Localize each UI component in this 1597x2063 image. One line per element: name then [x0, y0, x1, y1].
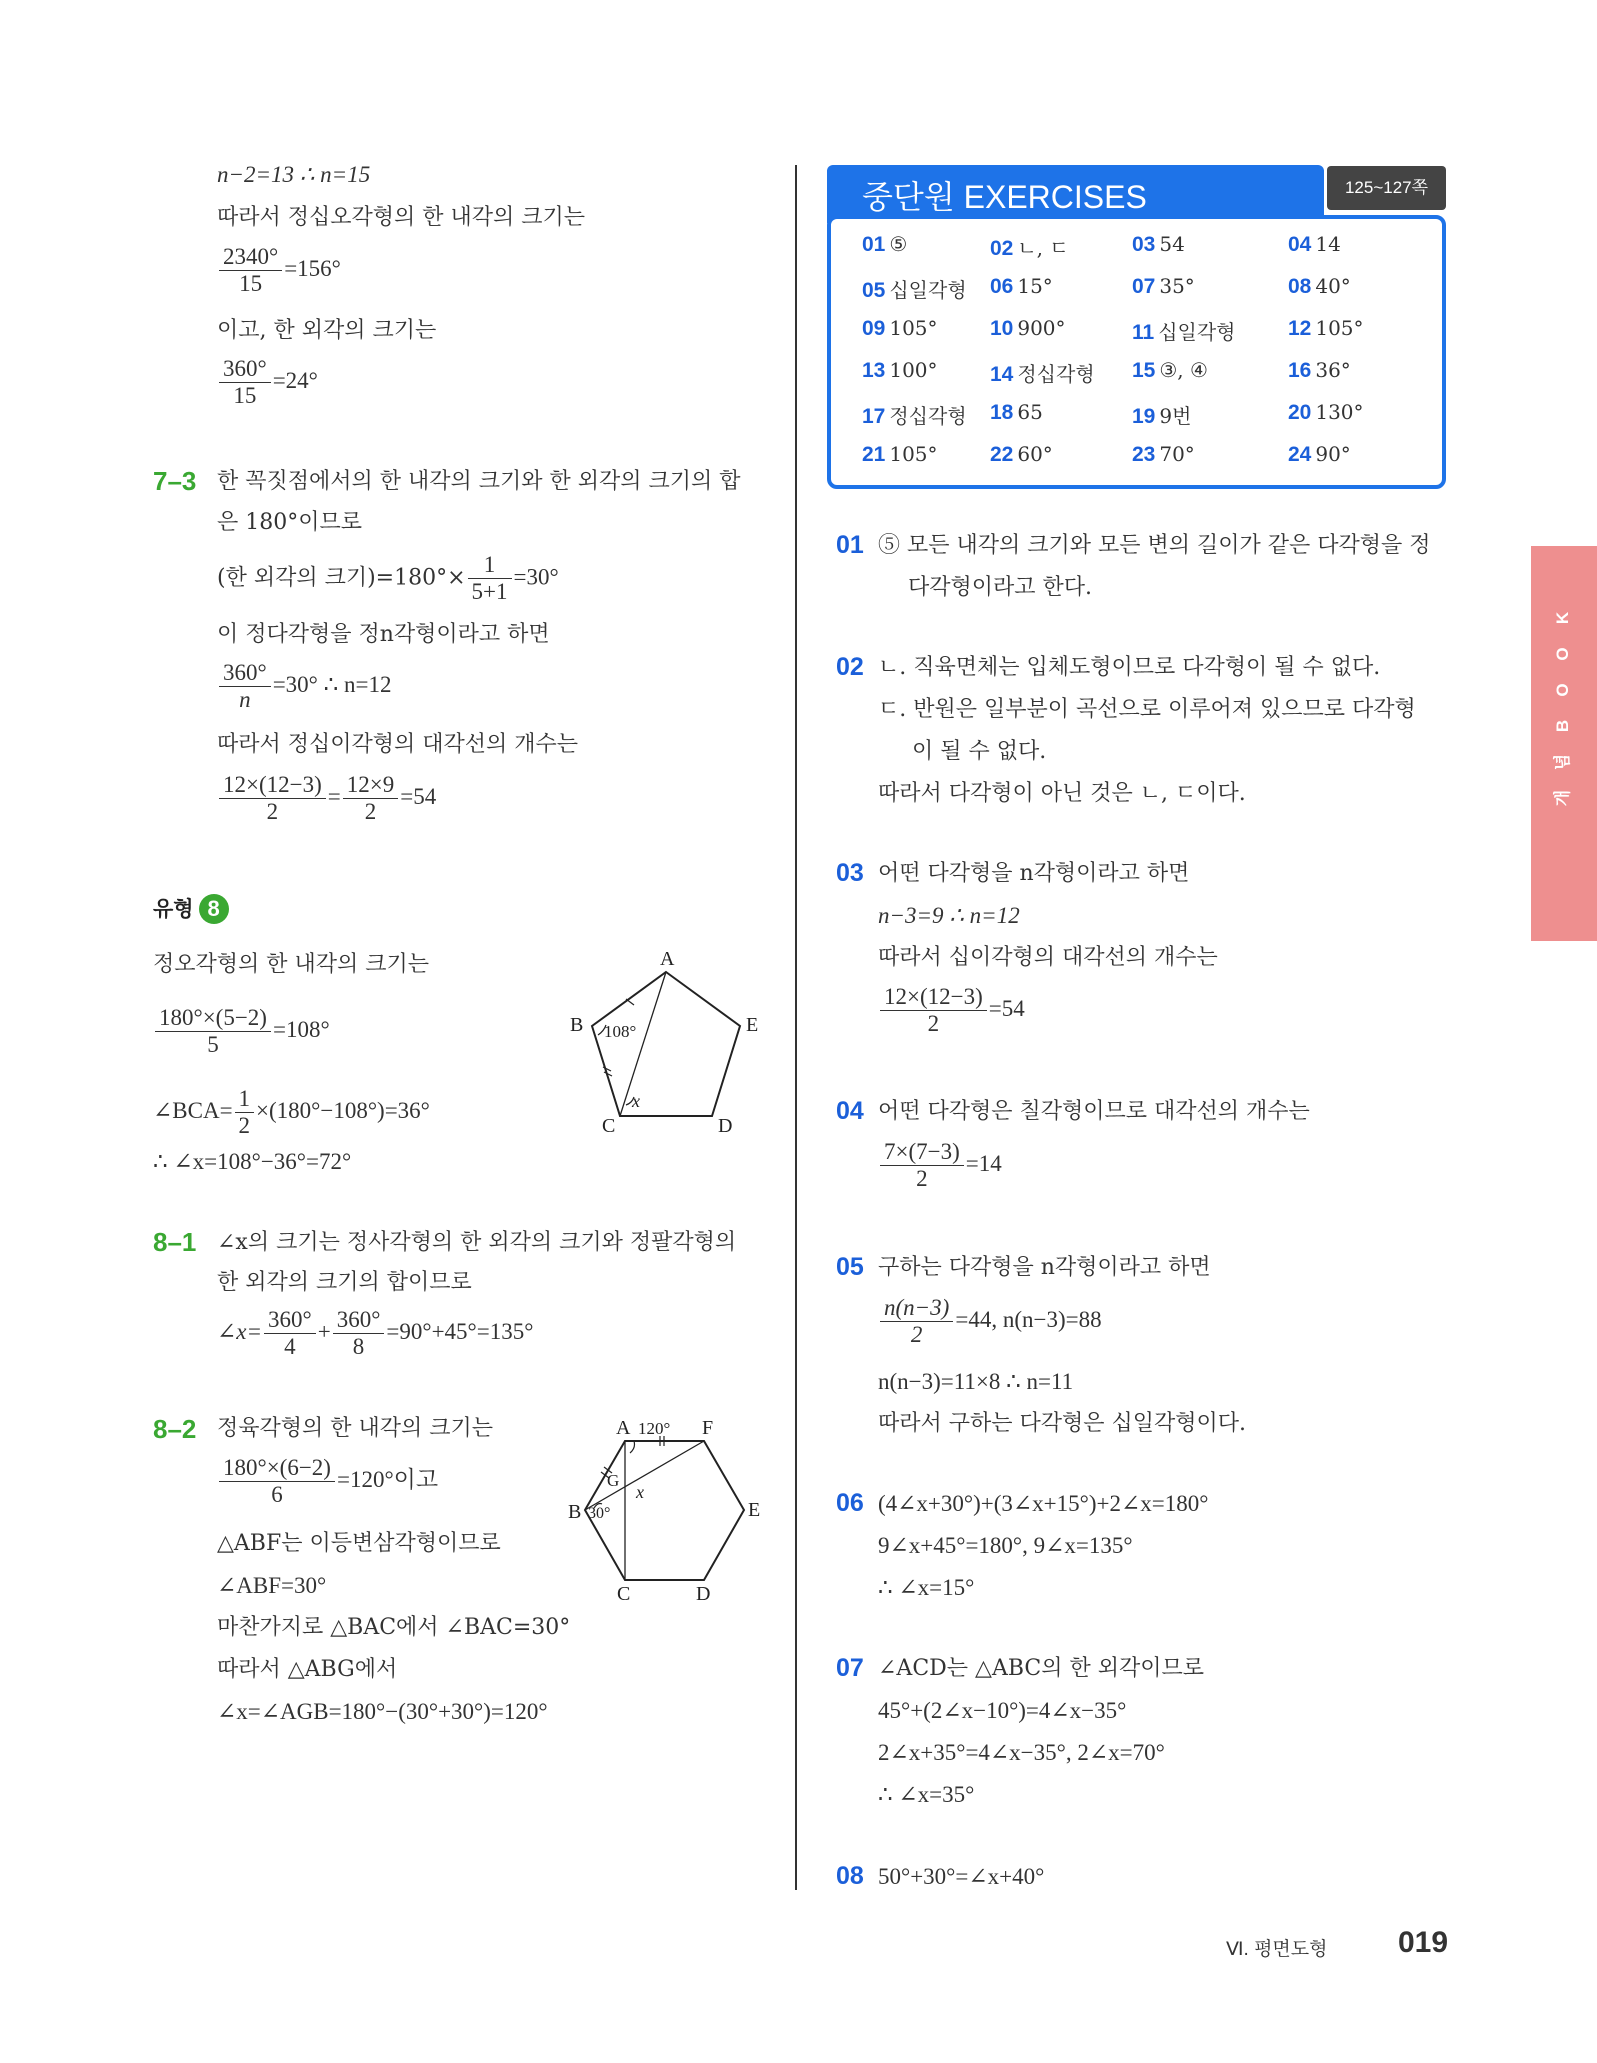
line-n-15: n−2=13 ∴ n=15: [217, 162, 371, 187]
answer-value: 십일각형: [1158, 320, 1236, 344]
answer-value: 35°: [1159, 274, 1195, 298]
answer-value: 정십각형: [1017, 362, 1095, 386]
answer-number: 05: [862, 279, 886, 302]
answer-value: 9번: [1159, 404, 1192, 428]
text-line: 한 외각의 크기의 합이므로: [217, 1270, 472, 1295]
text-line: 어떤 다각형을 n각형이라고 하면: [878, 861, 1190, 886]
fraction-expression: ∠x= $\frac{360^\circ}{4}$ + $\frac{360^\circ}{8}$ =90°+45°=135°: [217, 1307, 534, 1359]
solution-number-04: 04: [836, 1097, 864, 1125]
answer-value: 105°: [1315, 316, 1364, 340]
text-line: 한 꼭짓점에서의 한 내각의 크기와 한 외각의 크기의 합: [217, 469, 741, 494]
solution-number-06: 06: [836, 1489, 864, 1517]
problem-label-8-1: 8–1: [153, 1227, 197, 1257]
text-line: 9∠x+45°=180°, 9∠x=135°: [878, 1533, 1133, 1558]
text-line: 따라서 십이각형의 대각선의 개수는: [878, 945, 1218, 970]
x-label: x: [632, 1091, 640, 1111]
answer-number: 02: [990, 237, 1014, 260]
pentagon-figure: [560, 945, 780, 1135]
text-line: 다각형이라고 한다.: [908, 575, 1093, 600]
vertex-b-label: B: [570, 1014, 584, 1036]
text-line: ㄴ. 직육면체는 입체도형이므로 다각형이 될 수 없다.: [878, 655, 1381, 680]
answer-number: 20: [1288, 401, 1312, 424]
text-line: 45°+(2∠x−10°)=4∠x−35°: [878, 1698, 1127, 1723]
text-line: 따라서 구하는 다각형은 십일각형이다.: [878, 1411, 1247, 1436]
answer-number: 04: [1288, 233, 1312, 256]
fraction-expression: $\frac{360^\circ}{15}$ =24°: [217, 356, 318, 409]
vertex-d-label: D: [696, 1583, 711, 1605]
answer-item: [990, 274, 1053, 299]
vertex-f-label: F: [702, 1417, 714, 1439]
answer-item: [1288, 400, 1364, 425]
fraction-expression: (한 외각의 크기)=180°× $\frac{1}{5+1}$ =30°: [217, 552, 559, 604]
text-line: n−3=9 ∴ n=12: [878, 903, 1020, 928]
answer-value: 십일각형: [889, 278, 967, 302]
g-label: G: [607, 1471, 620, 1490]
text-line: ∠x=∠AGB=180°−(30°+30°)=120°: [217, 1699, 548, 1724]
answer-number: 10: [990, 317, 1014, 340]
answer-value: 65: [1017, 400, 1043, 424]
answer-number: 21: [862, 443, 886, 466]
page-number: 019: [1398, 1926, 1449, 1959]
hexagon-figure: [560, 1408, 780, 1608]
text-line: ∠ABF=30°: [217, 1573, 327, 1598]
vertex-d-label: D: [718, 1115, 733, 1135]
angle-label: 108°: [604, 1022, 637, 1041]
text-line: ∴ ∠x=15°: [878, 1575, 975, 1600]
solution-number-02: 02: [836, 653, 864, 681]
problem-label-8-2: 8–2: [153, 1414, 197, 1444]
answer-value: 105°: [889, 442, 938, 466]
answer-value: 100°: [889, 358, 938, 382]
vertex-c-label: C: [602, 1115, 616, 1135]
answer-number: 24: [1288, 443, 1312, 466]
solution-number-07: 07: [836, 1654, 864, 1682]
answer-value: 54: [1159, 232, 1185, 256]
answer-number: 08: [1288, 275, 1312, 298]
problem-label-7-3: 7–3: [153, 466, 197, 496]
text-line: 따라서 정십오각형의 한 내각의 크기는: [217, 205, 586, 230]
answer-number: 16: [1288, 359, 1312, 382]
text-line: ∠x의 크기는 정사각형의 한 외각의 크기와 정팔각형의: [217, 1230, 737, 1255]
text-line: 50°+30°=∠x+40°: [878, 1864, 1045, 1889]
fraction-expression: $\frac{2340^\circ}{15}$ =156°: [217, 244, 341, 297]
text-line: ㄷ. 반원은 일부분이 곡선으로 이루어져 있으므로 다각형: [878, 697, 1416, 722]
text-line: 이 정다각형을 정n각형이라고 하면: [217, 622, 550, 647]
solution-number-03: 03: [836, 859, 864, 887]
answer-item: [1132, 316, 1235, 345]
answer-number: 15: [1132, 359, 1156, 382]
angle-120-label: 120°: [638, 1419, 671, 1438]
type-number-badge: 8: [199, 894, 229, 924]
vertex-a-label: A: [616, 1417, 631, 1439]
answer-item: [862, 274, 967, 303]
text-line: △ABF는 이등변삼각형이므로: [217, 1531, 501, 1556]
text-line: ∠ACD는 △ABC의 한 외각이므로: [878, 1656, 1205, 1681]
answer-value: 15°: [1017, 274, 1053, 298]
vertex-e-label: E: [746, 1014, 759, 1036]
answer-value: 정십각형: [889, 404, 967, 428]
answer-number: 11: [1132, 321, 1155, 344]
answer-number: 14: [990, 363, 1014, 386]
answer-number: 19: [1132, 405, 1156, 428]
answer-item: [1288, 316, 1364, 341]
text-line: 이 될 수 없다.: [912, 739, 1047, 764]
answer-number: 18: [990, 401, 1014, 424]
text-line: 은 180°이므로: [217, 510, 362, 535]
solution-number-05: 05: [836, 1253, 864, 1281]
fraction-expression: $\frac{180^\circ\times(6-2)}{6}$ =120°이고: [217, 1455, 438, 1508]
fraction-expression: $\frac{12\times(12-3)}{2}$ = $\frac{12\times 9}{2}$ =54: [217, 772, 436, 825]
answer-value: ㄴ, ㄷ: [1017, 236, 1069, 260]
x-label: x: [636, 1482, 644, 1502]
answer-item: [1132, 400, 1191, 429]
answer-item: [1132, 232, 1185, 257]
answer-item: [990, 442, 1053, 467]
answer-value: 60°: [1017, 442, 1053, 466]
text-line: 정육각형의 한 내각의 크기는: [217, 1416, 494, 1441]
vertex-a-label: A: [660, 948, 675, 970]
answer-value: 40°: [1315, 274, 1351, 298]
text-line: n(n−3)=11×8 ∴ n=11: [878, 1369, 1074, 1394]
fraction-expression: $\frac{7\times(7-3)}{2}$ =14: [878, 1139, 1002, 1192]
angle-30-label: 30°: [588, 1505, 611, 1522]
answer-value: 900°: [1017, 316, 1066, 340]
answer-number: 01: [862, 233, 886, 256]
answer-item: [990, 400, 1043, 425]
answer-item: [990, 232, 1069, 261]
answer-number: 22: [990, 443, 1014, 466]
text-line: 이고, 한 외각의 크기는: [217, 318, 437, 343]
answer-item: [1132, 442, 1195, 467]
text-line: 2∠x+35°=4∠x−35°, 2∠x=70°: [878, 1740, 1165, 1765]
chapter-label: Ⅵ. 평면도형: [1226, 1939, 1328, 1960]
answer-item: [862, 358, 938, 383]
answer-number: 07: [1132, 275, 1156, 298]
text-line: 어떤 다각형은 칠각형이므로 대각선의 개수는: [878, 1099, 1310, 1124]
vertex-b-label: B: [568, 1501, 582, 1523]
answer-number: 06: [990, 275, 1014, 298]
answer-value: 36°: [1315, 358, 1351, 382]
answer-item: [862, 316, 938, 341]
text-line: 정오각형의 한 내각의 크기는: [153, 952, 430, 977]
solution-number-08: 08: [836, 1862, 864, 1890]
fraction-expression: ∠BCA= $\frac{1}{2}$ ×(180°−108°)=36°: [153, 1086, 430, 1138]
answer-number: 23: [1132, 443, 1156, 466]
answer-item: [1132, 358, 1208, 383]
page-range-tag: 125~127쪽: [1327, 166, 1446, 210]
fraction-expression: $\frac{180^\circ\times(5-2)}{5}$ =108°: [153, 1005, 330, 1058]
answer-value: ③, ④: [1159, 358, 1208, 382]
answer-item: [1132, 274, 1195, 299]
conclusion-line: ∴ ∠x=108°−36°=72°: [153, 1149, 352, 1174]
vertex-e-label: E: [748, 1499, 761, 1521]
answer-value: 70°: [1159, 442, 1195, 466]
text-line: (4∠x+30°)+(3∠x+15°)+2∠x=180°: [878, 1491, 1209, 1516]
fraction-expression: $\frac{360^\circ}{n}$ =30° ∴ n=12: [217, 660, 391, 713]
answer-value: 105°: [889, 316, 938, 340]
answer-number: 03: [1132, 233, 1156, 256]
answer-value: 130°: [1315, 400, 1364, 424]
side-tab-label: K O O B 념 개: [1553, 611, 1572, 807]
text-line: 마찬가지로 △BAC에서 ∠BAC=30°: [217, 1615, 571, 1640]
answer-item: [1288, 232, 1341, 257]
answer-item: [862, 400, 967, 429]
fraction-expression: $\frac{n(n-3)}{2}$ =44, n(n−3)=88: [878, 1295, 1102, 1348]
answer-value: ⑤: [889, 232, 908, 256]
answer-value: 90°: [1315, 442, 1351, 466]
text-line: 따라서 정십이각형의 대각선의 개수는: [217, 732, 579, 757]
answer-item: [990, 316, 1066, 341]
fraction-expression: $\frac{12\times(12-3)}{2}$ =54: [878, 984, 1025, 1037]
type-heading: 유형 8: [153, 893, 229, 924]
text-line: 따라서 다각형이 아닌 것은 ㄴ, ㄷ이다.: [878, 781, 1246, 806]
column-divider: [795, 165, 797, 1890]
answer-number: 09: [862, 317, 886, 340]
vertex-c-label: C: [617, 1583, 631, 1605]
answer-number: 17: [862, 405, 886, 428]
answer-item: [1288, 274, 1351, 299]
solution-number-01: 01: [836, 531, 864, 559]
answer-item: [862, 232, 907, 257]
text-line: ∴ ∠x=35°: [878, 1782, 975, 1807]
answer-value: 14: [1315, 232, 1341, 256]
answer-item: [862, 442, 938, 467]
text-line: 따라서 △ABG에서: [217, 1657, 398, 1682]
answer-number: 12: [1288, 317, 1312, 340]
text-line: 구하는 다각형을 n각형이라고 하면: [878, 1255, 1211, 1280]
exercises-title: 중단원 EXERCISES: [862, 179, 1147, 215]
answer-item: [990, 358, 1095, 387]
answer-item: [1288, 442, 1351, 467]
text-line: ⑤ 모든 내각의 크기와 모든 변의 길이가 같은 다각형을 정: [878, 533, 1431, 558]
answer-number: 13: [862, 359, 886, 382]
answer-item: [1288, 358, 1351, 383]
